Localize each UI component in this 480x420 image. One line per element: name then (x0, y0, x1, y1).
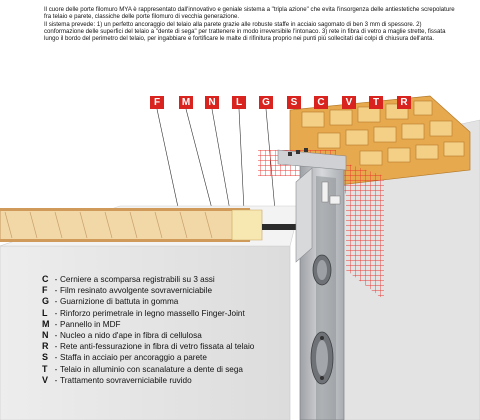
legend-text: Telaio in alluminio con scanalature a dente di sega (60, 364, 243, 374)
callout-labels (140, 96, 430, 110)
callout-g: G (259, 96, 273, 109)
legend-text: Trattamento sovraverniciabile ruvido (60, 375, 192, 385)
legend-separator: - (54, 342, 58, 352)
legend (42, 274, 282, 386)
legend-separator: - (54, 364, 58, 374)
legend-row (42, 330, 282, 341)
callout-r: R (397, 96, 411, 109)
legend-separator: - (54, 308, 58, 318)
legend-row (42, 364, 282, 375)
legend-separator: - (54, 286, 58, 296)
callout-m: M (179, 96, 193, 109)
callout-f: F (150, 96, 164, 109)
door-leaf (0, 208, 302, 242)
legend-code: L (42, 307, 48, 318)
callout-l: L (232, 96, 246, 109)
legend-text: Rete anti-fessurazione in fibra di vetro fissata al telaio (60, 342, 255, 352)
legend-separator: - (54, 297, 58, 307)
legend-code: R (42, 341, 49, 352)
legend-separator: - (54, 319, 58, 329)
legend-code: N (42, 330, 49, 341)
legend-code: F (42, 285, 48, 296)
intro-paragraph-2: Il sistema prevede: 1) un perfetto ancoraggio del telaio alla parete grazie alle robuste staffe in acciaio sagomato di ben 3 mm di spessore. 2) conformazione delle superfici del telaio a "dente di sega" per trattenere in modo irreversibile l'intonaco. 3) rete in fibra di vetro a maglie strette, fissata lungo il bordo del perimetro del telaio, per ingabbiare e fortificare le malte di rifinitura proprio nei punti più sollecitati dai colpi di chiusura dell'anta. (44, 20, 446, 43)
legend-row (42, 352, 282, 363)
legend-row (42, 375, 282, 386)
callout-n: N (205, 96, 219, 109)
legend-text: Cerniere a scomparsa registrabili su 3 assi (60, 275, 215, 284)
legend-code: V (42, 374, 49, 385)
legend-code: M (42, 318, 50, 329)
legend-text: Film resinato avvolgente sovraverniciabile (60, 286, 212, 296)
intro-paragraph-1: Il cuore delle porte filomuro MYA è rappresentato dall'innovativo e geniale sistema a "tripla azione" che evita l'insorgenza delle antiestetiche screpolature fra telaio e parete, classiche delle porte filomuro di vecchia generazione. (44, 6, 455, 21)
legend-row (42, 296, 282, 307)
legend-separator: - (54, 275, 58, 284)
legend-separator: - (54, 353, 58, 363)
legend-row (42, 319, 282, 330)
legend-text: Nucleo a nido d'ape in fibra di cellulosa (60, 331, 202, 341)
concealed-hinge-upper (313, 255, 331, 285)
legend-row (42, 274, 282, 285)
callout-t: T (369, 96, 383, 109)
callout-v: V (342, 96, 356, 109)
concealed-hinge-lower (311, 332, 333, 384)
legend-row (42, 308, 282, 319)
legend-separator: - (54, 375, 58, 385)
legend-code: G (42, 296, 50, 307)
legend-row (42, 285, 282, 296)
legend-text: Pannello in MDF (60, 319, 121, 329)
legend-code: C (42, 274, 49, 284)
legend-text: Guarnizione di battuta in gomma (60, 297, 179, 307)
legend-row (42, 341, 282, 352)
callout-s: S (287, 96, 301, 109)
callout-c: C (314, 96, 328, 109)
legend-separator: - (54, 331, 58, 341)
legend-code: S (42, 352, 49, 363)
legend-text: Rinforzo perimetrale in legno massello Finger-Joint (60, 308, 245, 318)
legend-text: Staffa in acciaio per ancoraggio a parete (60, 353, 207, 363)
legend-code: T (42, 363, 48, 374)
